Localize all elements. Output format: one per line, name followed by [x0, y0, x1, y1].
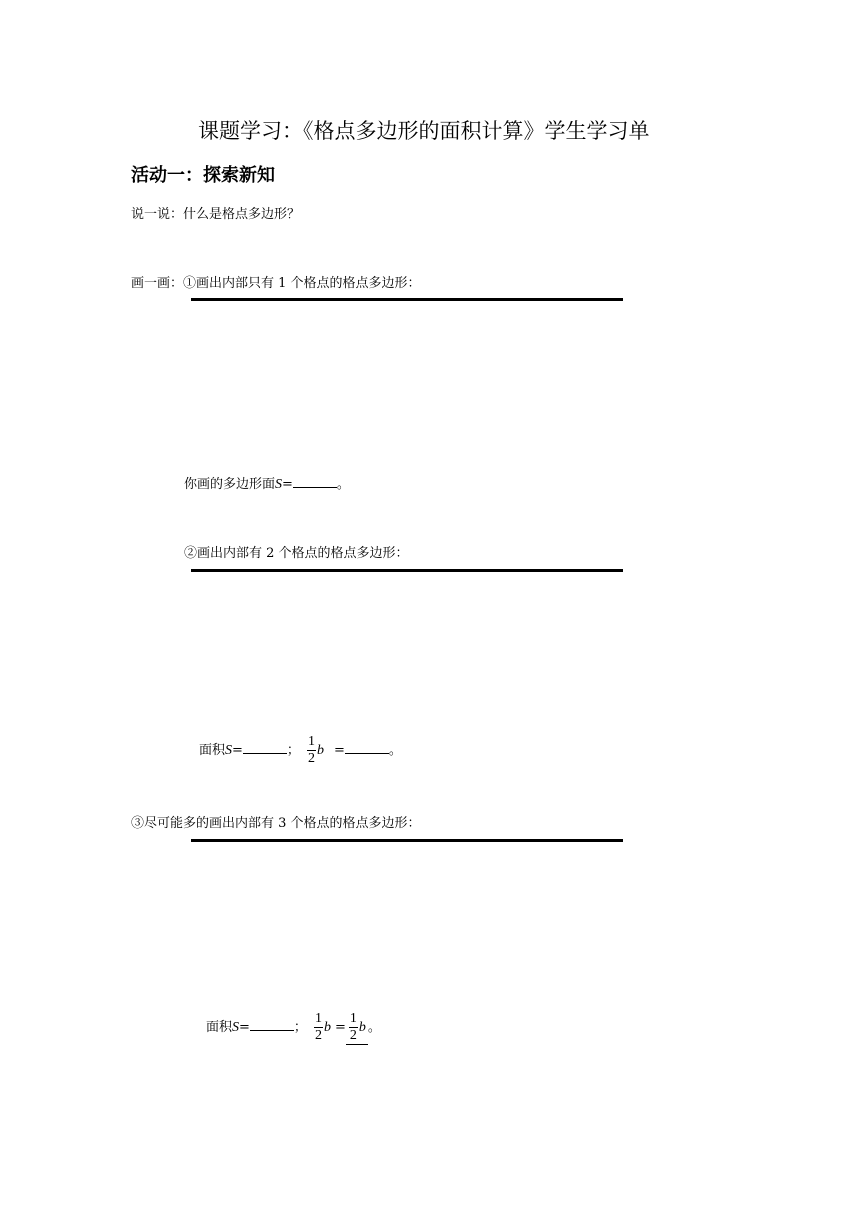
separator: ； — [293, 1020, 307, 1035]
answer-blank-with-expression[interactable] — [346, 1011, 368, 1045]
activity-heading: 活动一：探索新知 — [131, 165, 275, 186]
var-b: b — [358, 1020, 366, 1035]
area-label: 面积 — [199, 743, 226, 758]
period: 。 — [388, 743, 402, 758]
area-var-s: S — [225, 743, 233, 758]
draw-label: 画一画： — [131, 276, 184, 291]
task1-line — [131, 272, 421, 291]
equals-sign: = — [239, 1020, 250, 1035]
area-var-s: S — [232, 1020, 240, 1035]
separator: ； — [286, 743, 300, 758]
divider-rule-3 — [191, 839, 623, 842]
equals-sign: = — [333, 743, 345, 758]
equals-sign: = — [282, 477, 293, 492]
task1-result — [184, 473, 350, 493]
fraction-one-half — [314, 1011, 323, 1044]
discuss-prompt: 说一说：什么是格点多边形？ — [131, 207, 301, 222]
task2-result — [199, 734, 402, 767]
task1-result-prefix: 你画的多边形面 — [184, 477, 276, 492]
fraction-numerator: 1 — [314, 1011, 322, 1026]
equals-sign: = — [334, 1020, 346, 1035]
answer-blank[interactable] — [243, 740, 287, 754]
fraction-one-half — [349, 1011, 358, 1044]
period: 。 — [336, 477, 350, 492]
fraction-denominator: 2 — [349, 1028, 357, 1043]
task3-result — [206, 1011, 381, 1045]
equals-sign: = — [232, 743, 243, 758]
task1-prompt: ①画出内部只有 1 个格点的格点多边形： — [183, 276, 421, 291]
divider-rule-1 — [191, 298, 623, 301]
task2-prompt: ②画出内部有 2 个格点的格点多边形： — [184, 546, 409, 561]
fraction-numerator: 1 — [349, 1011, 357, 1026]
answer-blank[interactable] — [250, 1017, 294, 1031]
answer-blank[interactable] — [345, 740, 389, 754]
period: 。 — [367, 1020, 381, 1035]
var-b: b — [323, 1020, 331, 1035]
divider-rule-2 — [191, 569, 623, 572]
page-title: 课题学习：《格点多边形的面积计算》学生学习单 — [198, 119, 650, 143]
fraction-numerator: 1 — [307, 734, 315, 749]
area-var-s: S — [275, 477, 283, 492]
answer-blank[interactable] — [293, 474, 337, 488]
fraction-one-half — [307, 734, 316, 767]
area-label: 面积 — [206, 1020, 233, 1035]
fraction-denominator: 2 — [307, 751, 315, 766]
fraction-denominator: 2 — [314, 1028, 322, 1043]
var-b: b — [316, 743, 324, 758]
task3-prompt: ③尽可能多的画出内部有 3 个格点的格点多边形： — [131, 816, 421, 831]
